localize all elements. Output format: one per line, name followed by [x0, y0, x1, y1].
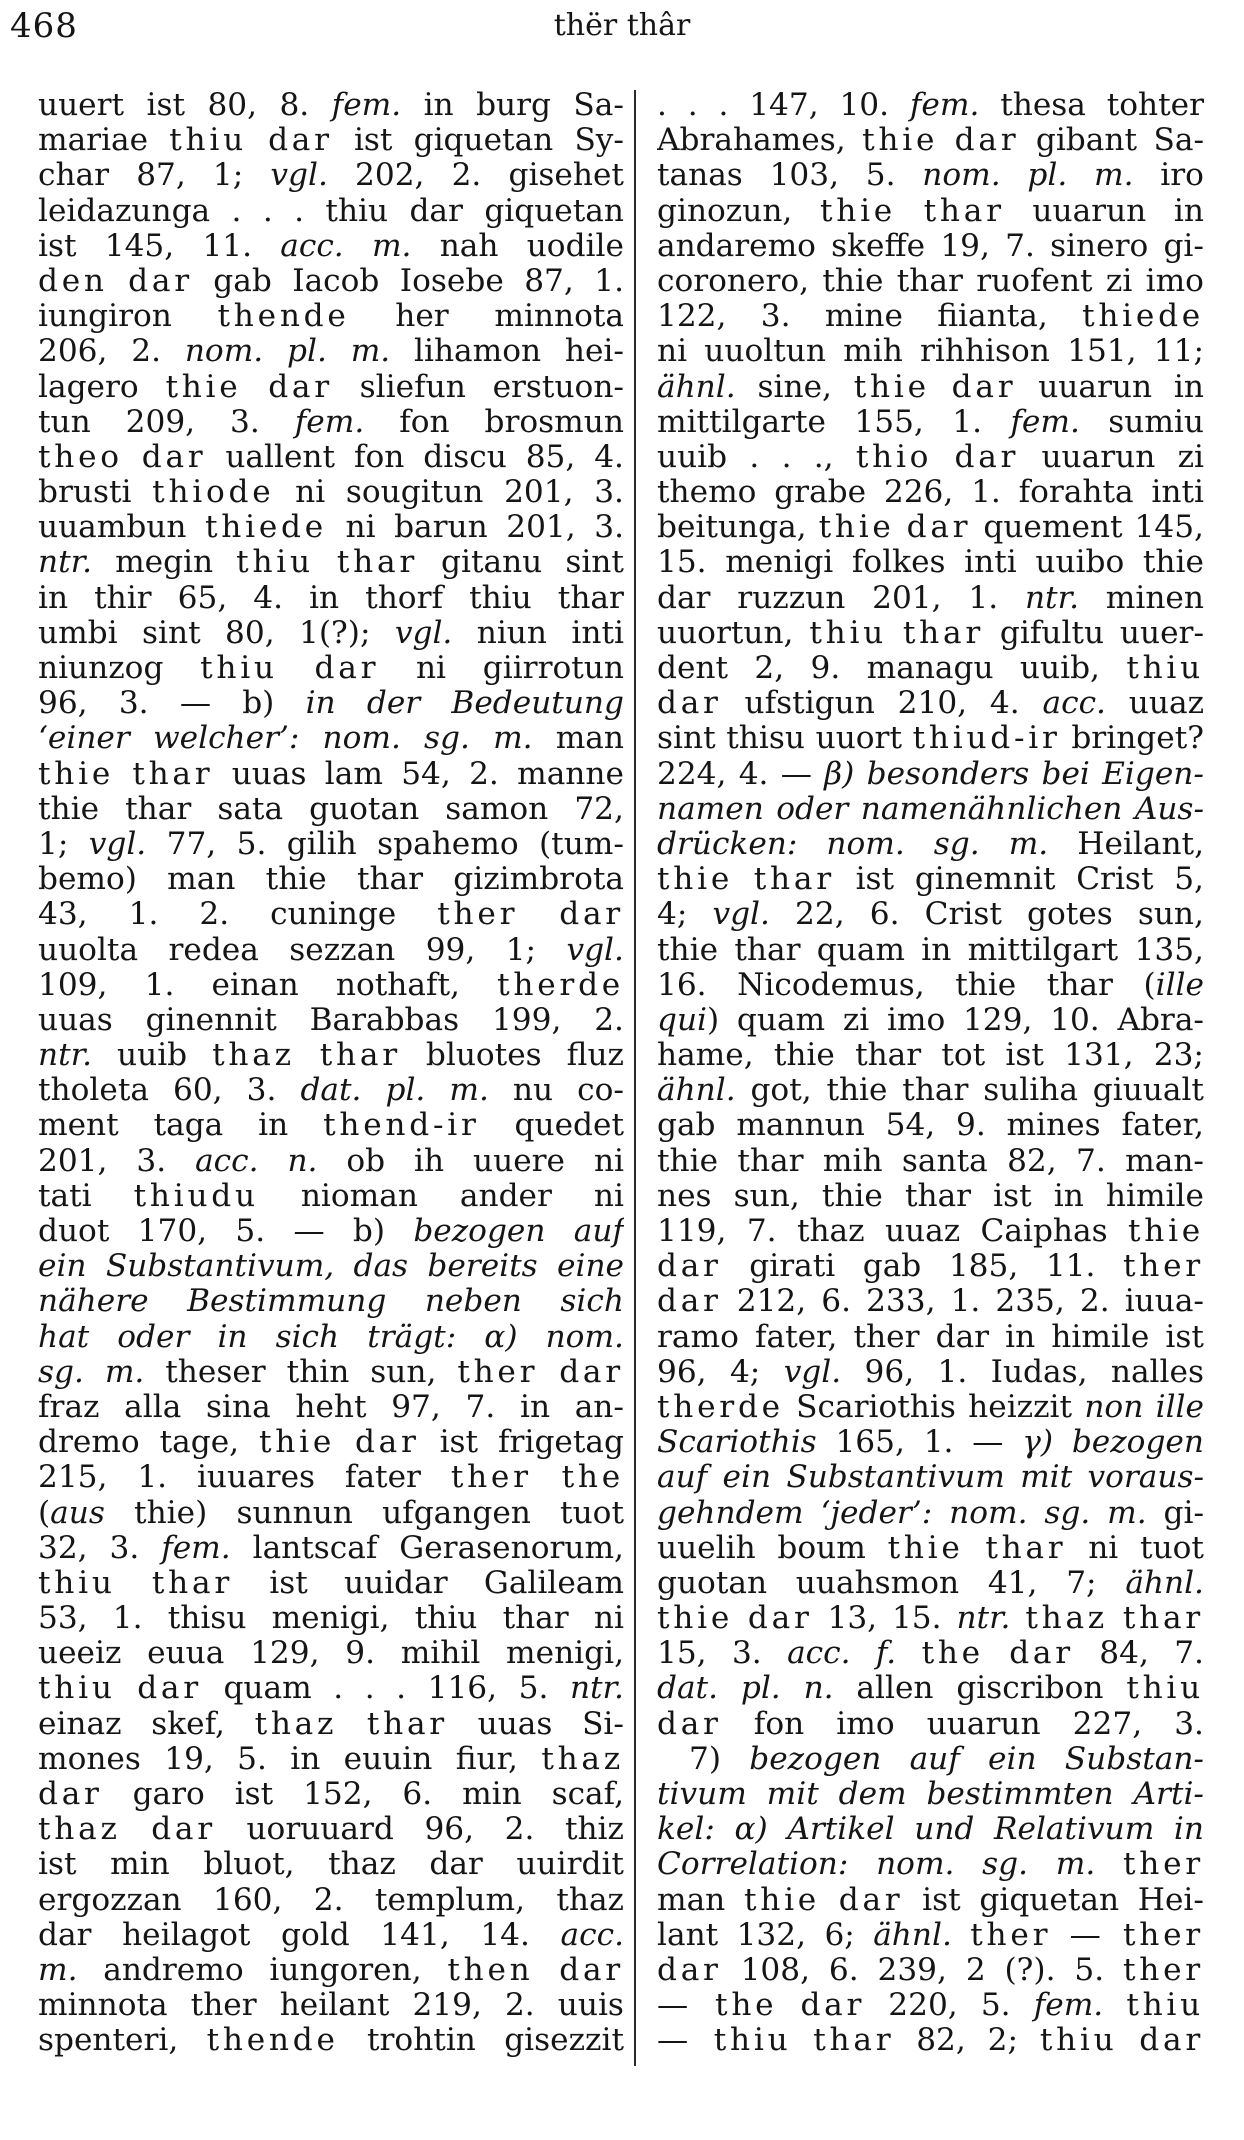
left-text-column: [38, 88, 624, 2059]
text-line: uuolta redea sezzan 99, 1; vgl.: [38, 931, 624, 968]
text-line: dar heilagot gold 141, 14. acc.: [38, 1916, 624, 1953]
text-line: 4; vgl. 22, 6. Crist gotes sun,: [657, 896, 1204, 933]
text-line: gehndem ‘jeder’: nom. sg. m. gi-: [657, 1494, 1204, 1531]
text-line: dar girati gab 185, 11. ther: [657, 1248, 1204, 1285]
text-line: thie thar ist ginemnit Crist 5,: [657, 861, 1204, 898]
text-line: 224, 4. — β) besonders bei Eigen-: [657, 755, 1204, 792]
text-line: dremo tage, thie dar ist frigetag: [38, 1424, 624, 1461]
text-line: theo dar uallent fon discu 85, 4.: [38, 438, 624, 475]
text-line: ramo fater, ther dar in himile ist: [657, 1318, 1204, 1355]
text-line: uuambun thiede ni barun 201, 3.: [38, 509, 624, 546]
text-line: ist 145, 11. acc. m. nah uodile: [38, 227, 624, 264]
text-line: 215, 1. iuuares fater ther the: [38, 1459, 624, 1496]
text-line: einaz skef, thaz thar uuas Si-: [38, 1705, 624, 1742]
text-line: thie thar uuas lam 54, 2. manne: [38, 755, 624, 792]
text-line: niunzog thiu dar ni giirrotun: [38, 650, 624, 686]
text-line: 7) bezogen auf ein Substan-: [689, 1740, 1204, 1777]
text-line: drücken: nom. sg. m. Heilant,: [657, 825, 1204, 862]
text-line: namen oder namenähnlichen Aus-: [657, 790, 1204, 827]
text-line: nes sun, thie thar ist in himile: [657, 1177, 1204, 1214]
right-text-column: [657, 88, 1204, 2059]
text-line: thie thar quam in mittilgart 135,: [657, 931, 1204, 968]
text-line: m. andremo iungoren, then dar: [38, 1951, 624, 1988]
text-line: bemo) man thie thar gizimbrota: [38, 861, 624, 898]
text-line: dar ruzzun 201, 1. ntr. minen: [657, 579, 1204, 616]
text-line: thiu dar quam . . . 116, 5. ntr.: [38, 1670, 624, 1707]
text-line: spenteri, thende trohtin gisezzit: [38, 2022, 624, 2059]
text-line: tivum mit dem bestimmten Arti-: [657, 1776, 1204, 1812]
text-line: 201, 3. acc. n. ob ih uuere ni: [38, 1142, 624, 1179]
text-line: . . . 147, 10. fem. thesa tohter: [657, 88, 1204, 123]
text-line: uuortun, thiu thar gifultu uuer-: [657, 614, 1204, 651]
text-line: tun 209, 3. fem. fon brosmun: [38, 403, 624, 440]
text-line: hame, thie thar tot ist 131, 23;: [657, 1037, 1204, 1074]
text-line: uuelih boum thie thar ni tuot: [657, 1529, 1204, 1566]
text-line: dar garo ist 152, 6. min scaf,: [38, 1776, 624, 1812]
text-line: thiu thar ist uuidar Galileam: [38, 1564, 624, 1601]
text-line: ähnl. sine, thie dar uuarun in: [657, 368, 1204, 405]
text-line: 122, 3. mine fiianta, thiede: [657, 298, 1204, 335]
text-line: lagero thie dar sliefun erstuon-: [38, 368, 624, 405]
text-line: ueeiz euua 129, 9. mihil menigi,: [38, 1635, 624, 1672]
text-line: char 87, 1; vgl. 202, 2. gisehet: [38, 157, 624, 194]
text-line: nähere Bestimmung neben sich: [38, 1283, 624, 1320]
text-line: ginozun, thie thar uuarun in: [657, 192, 1204, 229]
text-line: ergozzan 160, 2. templum, thaz: [38, 1881, 624, 1918]
text-line: andaremo skeffe 19, 7. sinero gi-: [657, 227, 1204, 264]
text-line: dar fon imo uuarun 227, 3.: [657, 1705, 1204, 1742]
text-line: iungiron thende her minnota: [38, 298, 624, 335]
text-line: 15. menigi folkes inti uuibo thie: [657, 544, 1204, 581]
text-line: mittilgarte 155, 1. fem. sumiu: [657, 403, 1204, 440]
text-line: fraz alla sina heht 97, 7. in an-: [38, 1388, 624, 1425]
text-line: ntr. megin thiu thar gitanu sint: [38, 544, 624, 581]
column-divider-rule: [634, 90, 636, 2066]
text-line: ntr. uuib thaz thar bluotes fluz: [38, 1037, 624, 1074]
text-line: — thiu thar 82, 2; thiu dar: [657, 2022, 1204, 2059]
text-line: duot 170, 5. — b) bezogen auf: [38, 1213, 624, 1249]
text-line: uuert ist 80, 8. fem. in burg Sa-: [38, 88, 624, 123]
text-line: thie dar 13, 15. ntr. thaz thar: [657, 1600, 1204, 1637]
text-line: mariae thiu dar ist giquetan Sy-: [38, 122, 624, 159]
text-line: tati thiudu nioman ander ni: [38, 1177, 624, 1214]
text-line: mones 19, 5. in euuin fiur, thaz: [38, 1740, 624, 1777]
text-line: 109, 1. einan nothaft, therde: [38, 966, 624, 1003]
text-line: 43, 1. 2. cuninge ther dar: [38, 896, 624, 933]
text-line: tholeta 60, 3. dat. pl. m. nu co-: [38, 1072, 624, 1109]
text-line: dent 2, 9. managu uuib, thiu: [657, 650, 1204, 686]
text-line: dar 108, 6. 239, 2 (?). 5. ther: [657, 1951, 1204, 1988]
page-number: 468: [10, 6, 78, 46]
text-line: umbi sint 80, 1(?); vgl. niun inti: [38, 614, 624, 651]
text-line: ist min bluot, thaz dar uuirdit: [38, 1846, 624, 1883]
text-line: man thie dar ist giquetan Hei-: [657, 1881, 1204, 1918]
text-line: in thir 65, 4. in thorf thiu thar: [38, 579, 624, 616]
text-line: 32, 3. fem. lantscaf Gerasenorum,: [38, 1529, 624, 1566]
text-line: ähnl. got, thie thar suliha giuualt: [657, 1072, 1204, 1109]
text-line: thie thar sata guotan samon 72,: [38, 790, 624, 827]
text-line: 53, 1. thisu menigi, thiu thar ni: [38, 1600, 624, 1637]
text-line: beitunga, thie dar quement 145,: [657, 509, 1204, 546]
text-line: coronero, thie thar ruofent zi imo: [657, 262, 1204, 299]
text-line: Scariothis 165, 1. — γ) bezogen: [657, 1424, 1204, 1461]
text-line: brusti thiode ni sougitun 201, 3.: [38, 474, 624, 511]
text-line: — the dar 220, 5. fem. thiu: [657, 1987, 1204, 2024]
text-line: ‘einer welcher’: nom. sg. m. man: [38, 720, 624, 757]
text-line: (aus thie) sunnun ufgangen tuot: [38, 1494, 624, 1531]
text-line: ein Substantivum, das bereits eine: [38, 1248, 624, 1285]
text-line: sint thisu uuort thiud-ir bringet?: [657, 720, 1204, 757]
text-line: leidazunga . . . thiu dar giquetan: [38, 192, 624, 229]
text-line: tanas 103, 5. nom. pl. m. iro: [657, 157, 1204, 194]
text-line: Correlation: nom. sg. m. ther: [657, 1846, 1204, 1883]
text-line: sg. m. theser thin sun, ther dar: [38, 1353, 624, 1390]
text-line: lant 132, 6; ähnl. ther — ther: [657, 1916, 1204, 1953]
text-line: auf ein Substantivum mit voraus-: [657, 1459, 1204, 1496]
text-line: hat oder in sich trägt: α) nom.: [38, 1318, 624, 1355]
text-line: 119, 7. thaz uuaz Caiphas thie: [657, 1213, 1204, 1249]
running-head: thër thâr: [553, 8, 691, 43]
text-line: uuib . . ., thio dar uuarun zi: [657, 438, 1204, 475]
text-line: guotan uuahsmon 41, 7; ähnl.: [657, 1564, 1204, 1601]
text-line: 15, 3. acc. f. the dar 84, 7.: [657, 1635, 1204, 1672]
text-line: 1; vgl. 77, 5. gilih spahemo (tum-: [38, 825, 624, 862]
text-line: kel: α) Artikel und Relativum in: [657, 1811, 1204, 1848]
text-line: 96, 3. — b) in der Bedeutung: [38, 685, 624, 722]
text-line: thaz dar uoruuard 96, 2. thiz: [38, 1811, 624, 1848]
text-line: 206, 2. nom. pl. m. lihamon hei-: [38, 333, 624, 370]
text-line: themo grabe 226, 1. forahta inti: [657, 474, 1204, 511]
page-header: [0, 0, 1244, 58]
text-line: den dar gab Iacob Iosebe 87, 1.: [38, 262, 624, 299]
text-line: dar ufstigun 210, 4. acc. uuaz: [657, 685, 1204, 722]
text-line: Abrahames, thie dar gibant Sa-: [657, 122, 1204, 159]
text-line: thie thar mih santa 82, 7. man-: [657, 1142, 1204, 1179]
text-line: dat. pl. n. allen giscribon thiu: [657, 1670, 1204, 1707]
text-line: ni uuoltun mih rihhison 151, 11;: [657, 333, 1204, 370]
text-line: minnota ther heilant 219, 2. uuis: [38, 1987, 624, 2024]
text-line: 96, 4; vgl. 96, 1. Iudas, nalles: [657, 1353, 1204, 1390]
text-line: gab mannun 54, 9. mines fater,: [657, 1107, 1204, 1144]
text-line: 16. Nicodemus, thie thar (ille: [657, 966, 1204, 1003]
text-line: uuas ginennit Barabbas 199, 2.: [38, 1001, 624, 1038]
text-line: ment taga in thend-ir quedet: [38, 1107, 624, 1144]
text-line: therde Scariothis heizzit non ille: [657, 1388, 1204, 1425]
text-line: qui) quam zi imo 129, 10. Abra-: [657, 1001, 1204, 1038]
text-line: dar 212, 6. 233, 1. 235, 2. iuua-: [657, 1283, 1204, 1320]
